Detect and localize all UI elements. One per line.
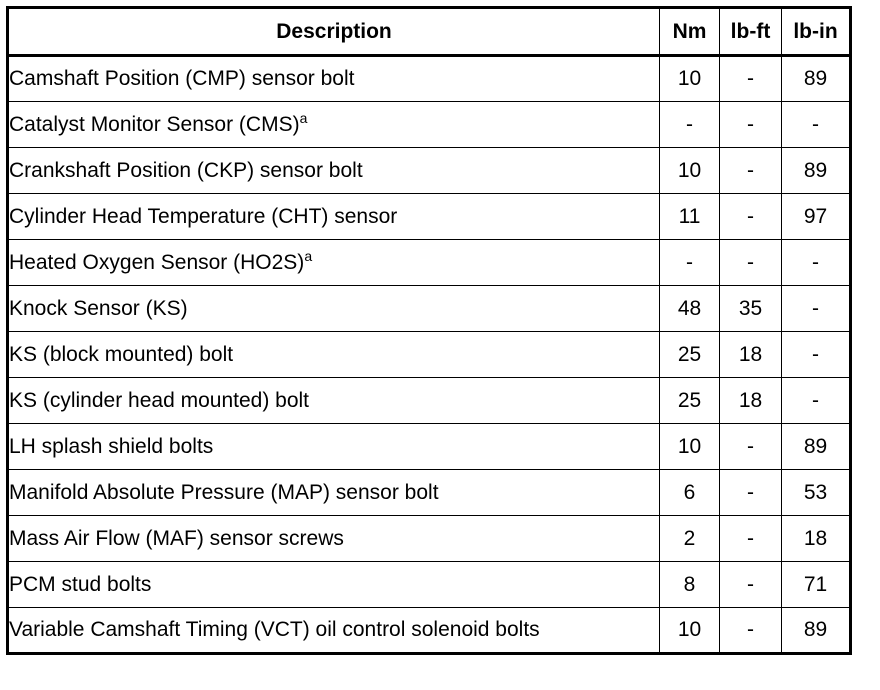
- header-nm: Nm: [660, 8, 720, 56]
- table-row: [8, 286, 851, 332]
- row-description: Heated Oxygen Sensor $(HO2S)^a$: [8, 240, 660, 286]
- header-description: Description: [8, 8, 660, 56]
- row-nm: 2: [660, 516, 720, 562]
- table-row: [8, 470, 851, 516]
- row-description: Mass Air Flow (MAF) sensor screws: [8, 516, 660, 562]
- row-lbft: -: [720, 562, 782, 608]
- row-lbft: 18: [720, 332, 782, 378]
- table-row: [8, 148, 851, 194]
- table-row: [8, 56, 851, 102]
- header-lbin: lb-in: [782, 8, 851, 56]
- row-nm: 25: [660, 332, 720, 378]
- table-header: [8, 8, 851, 56]
- row-lbft: -: [720, 148, 782, 194]
- row-description: PCM stud bolts: [8, 562, 660, 608]
- row-lbin: -: [782, 332, 851, 378]
- row-lbft: 18: [720, 378, 782, 424]
- row-lbft: -: [720, 470, 782, 516]
- row-description: Catalyst Monitor Sensor (CMS)$^a$: [8, 102, 660, 148]
- row-nm: 10: [660, 148, 720, 194]
- header-row: [8, 8, 851, 56]
- row-lbin: -: [782, 378, 851, 424]
- row-lbin: 89: [782, 148, 851, 194]
- row-lbft: -: [720, 240, 782, 286]
- row-description: Camshaft Position (CMP) sensor bolt: [8, 56, 660, 102]
- row-lbft: -: [720, 516, 782, 562]
- row-nm: 25: [660, 378, 720, 424]
- row-nm: -: [660, 240, 720, 286]
- row-nm: 10: [660, 56, 720, 102]
- table-body: [8, 56, 851, 654]
- row-lbin: 89: [782, 56, 851, 102]
- row-lbin: 89: [782, 424, 851, 470]
- row-lbft: -: [720, 56, 782, 102]
- table-row: [8, 424, 851, 470]
- torque-spec-table: [6, 6, 852, 655]
- row-description: Variable Camshaft Timing (VCT) oil control solenoid bolts: [8, 608, 660, 654]
- row-nm: 8: [660, 562, 720, 608]
- table-row: [8, 194, 851, 240]
- row-lbft: -: [720, 608, 782, 654]
- row-lbft: -: [720, 194, 782, 240]
- row-nm: 48: [660, 286, 720, 332]
- row-description: Knock Sensor (KS): [8, 286, 660, 332]
- table-row: [8, 240, 851, 286]
- table-row: [8, 378, 851, 424]
- row-lbin: 18: [782, 516, 851, 562]
- row-lbin: -: [782, 102, 851, 148]
- table-row: [8, 516, 851, 562]
- row-description: Crankshaft Position (CKP) sensor bolt: [8, 148, 660, 194]
- row-lbft: 35: [720, 286, 782, 332]
- row-description: Manifold Absolute Pressure (MAP) sensor bolt: [8, 470, 660, 516]
- row-lbin: 97: [782, 194, 851, 240]
- row-description: Cylinder Head Temperature (CHT) sensor: [8, 194, 660, 240]
- row-description: KS (cylinder head mounted) bolt: [8, 378, 660, 424]
- row-lbin: 89: [782, 608, 851, 654]
- row-lbin: 71: [782, 562, 851, 608]
- row-lbft: -: [720, 102, 782, 148]
- table-row: [8, 608, 851, 654]
- row-lbin: 53: [782, 470, 851, 516]
- table-row: [8, 332, 851, 378]
- table-row: [8, 562, 851, 608]
- header-lbft: lb-ft: [720, 8, 782, 56]
- row-nm: 10: [660, 424, 720, 470]
- row-lbin: -: [782, 286, 851, 332]
- row-nm: 6: [660, 470, 720, 516]
- row-description: KS (block mounted) bolt: [8, 332, 660, 378]
- row-lbft: -: [720, 424, 782, 470]
- row-lbin: -: [782, 240, 851, 286]
- row-nm: 11: [660, 194, 720, 240]
- row-nm: 10: [660, 608, 720, 654]
- table-row: [8, 102, 851, 148]
- row-description: LH splash shield bolts: [8, 424, 660, 470]
- row-nm: -: [660, 102, 720, 148]
